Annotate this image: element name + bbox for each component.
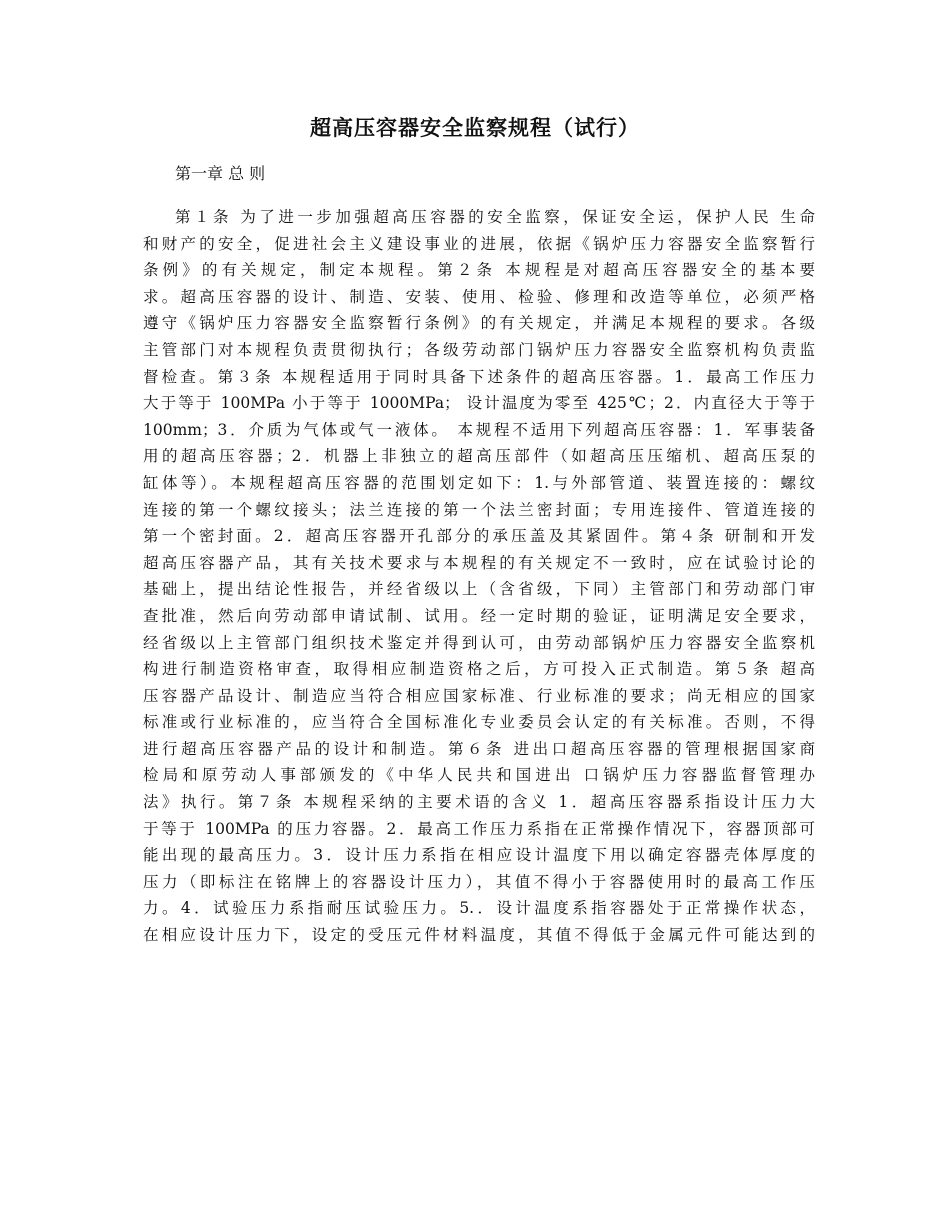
- text-line: 第１条 为了进一步加强超高压容器的安全监察，保证安全运，保护人民 生命: [175, 208, 815, 226]
- text-line: 第一个密封面。2．超高压容器开孔部分的承压盖及其紧固件。第４条 研制和开发: [143, 527, 815, 546]
- text-line: 用的超高压容器；2．机器上非独立的超高压部件（如超高压压缩机、超高压泵的: [143, 447, 815, 466]
- text-line: 在相应设计压力下，设定的受压元件材料温度，其值不得低于金属元件可能达到的: [143, 926, 815, 945]
- text-line: 主管部门对本规程负责贯彻执行；各级劳动部门锅炉压力容器安全监察机构负责监: [143, 340, 815, 359]
- text-line: 构进行制造资格审查，取得相应制造资格之后，方可投入正式制造。第５条 超高: [143, 660, 815, 679]
- text-line: 求。超高压容器的设计、制造、安装、使用、检验、修理和改造等单位，必须严格: [143, 287, 815, 306]
- text-line: 条例》的有关规定，制定本规程。第２条 本规程是对超高压容器安全的基本要: [143, 261, 815, 280]
- text-line: 检局和原劳动人事部颁发的《中华人民共和国进出 口锅炉压力容器监督管理办: [143, 766, 815, 785]
- text-line: 力。4．试验压力系指耐压试验压力。5.．设计温度系指容器处于正常操作状态，: [143, 899, 815, 918]
- text-line: 遵守《锅炉压力容器安全监察暂行条例》的有关规定，并满足本规程的要求。各级: [143, 314, 815, 333]
- text-line: 基础上，提出结论性报告，并经省级以上（含省级，下同）主管部门和劳动部门审: [143, 580, 815, 599]
- text-line: 超高压容器产品，其有关技术要求与本规程的有关规定不一致时，应在试验讨论的: [143, 553, 815, 572]
- text-line: 压力（即标注在铭牌上的容器设计压力），其值不得小于容器使用时的最高工作压: [143, 872, 815, 891]
- text-line: 进行超高压容器产品的设计和制造。第６条 进出口超高压容器的管理根据国家商: [143, 739, 815, 758]
- text-line: 标准或行业标准的，应当符合全国标准化专业委员会认定的有关标准。否则，不得: [143, 713, 815, 732]
- text-line: 大于等于 100MPa 小于等于 1000MPa； 设计温度为零至 425℃；2．内直径大于等于: [143, 394, 815, 413]
- text-line: 和财产的安全，促进社会主义建设事业的进展，依据《锅炉压力容器安全监察暂行: [143, 234, 815, 253]
- body-paragraph: [143, 204, 815, 949]
- text-line: 督检查。第３条 本规程适用于同时具备下述条件的超高压容器。1．最高工作压力: [143, 367, 815, 386]
- text-line: 缸体等）。本规程超高压容器的范围划定如下：1.与外部管道、装置连接的：螺纹: [143, 473, 815, 492]
- text-line: 查批准，然后向劳动部申请试制、试用。经一定时期的验证，证明满足安全要求，: [143, 606, 815, 625]
- document-title: 超高压容器安全监察规程（试行）: [310, 115, 640, 140]
- text-line: 经省级以上主管部门组织技术鉴定并得到认可，由劳动部锅炉压力容器安全监察机: [143, 633, 815, 652]
- text-line: 法》执行。第７条 本规程采纳的主要术语的含义 1．超高压容器系指设计压力大: [143, 793, 815, 812]
- text-line: 能出现的最高压力。3．设计压力系指在相应设计温度下用以确定容器壳体厚度的: [143, 846, 815, 865]
- text-line: 压容器产品设计、制造应当符合相应国家标准、行业标准的要求；尚无相应的国家: [143, 686, 815, 705]
- text-line: 连接的第一个螺纹接头；法兰连接的第一个法兰密封面；专用连接件、管道连接的: [143, 500, 815, 519]
- text-line: 100mm；3．介质为气体或气一液体。 本规程不适用下列超高压容器：1．军事装备: [143, 420, 815, 439]
- chapter-heading: 第一章 总 则: [175, 164, 266, 183]
- text-line: 于等于 100MPa 的压力容器。2．最高工作压力系指在正常操作情况下，容器顶部可: [143, 819, 815, 838]
